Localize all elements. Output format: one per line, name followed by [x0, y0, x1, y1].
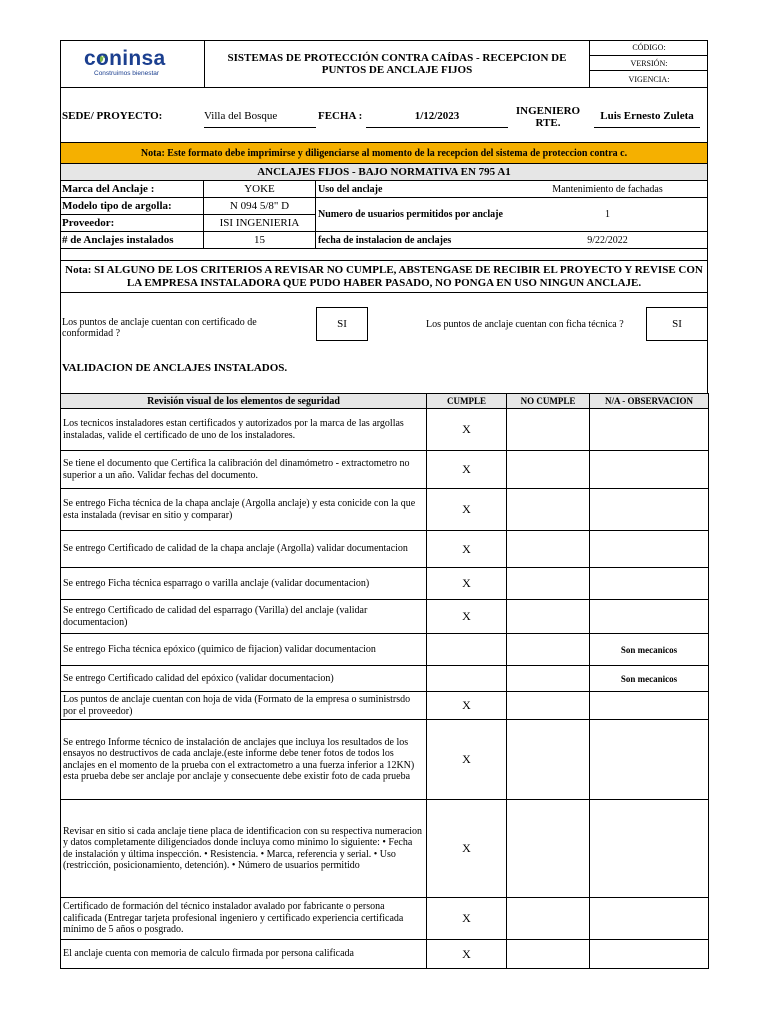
checklist-item-text: El anclaje cuenta con memoria de calculo firmada por persona calificada	[60, 939, 427, 969]
checklist-item-text: Se tiene el documento que Certifica la calibración del dinamómetro - extractometro no superior a un año. Validar fechas del documento.	[60, 450, 427, 489]
sede-label: SEDE/ PROYECTO:	[62, 110, 163, 122]
checklist-item-text: Se entrego Certificado de calidad del esparrago (Varilla) del anclaje (validar documentacion)	[60, 599, 427, 634]
marca-value: YOKE	[204, 181, 316, 198]
observacion-cell[interactable]	[589, 408, 709, 451]
observacion-cell[interactable]	[589, 897, 709, 940]
observacion-cell[interactable]	[589, 599, 709, 634]
marca-label: Marca del Anclaje :	[61, 181, 204, 198]
cumple-mark[interactable]: X	[426, 408, 507, 451]
observacion-cell[interactable]: Son mecanicos	[589, 633, 709, 666]
cumple-mark[interactable]: X	[426, 719, 507, 800]
cumple-mark[interactable]	[426, 633, 507, 666]
cumple-mark[interactable]: X	[426, 897, 507, 940]
no-cumple-mark[interactable]	[506, 567, 590, 600]
fecha-label: FECHA :	[318, 110, 363, 122]
checklist-item-text: Los puntos de anclaje cuentan con hoja de vida (Formato de la empresa o suministrsdo por el proveedor)	[60, 691, 427, 720]
modelo-label: Modelo tipo de argolla:	[61, 198, 204, 215]
codigo-label: CÓDIGO:	[590, 40, 708, 56]
no-cumple-mark[interactable]	[506, 488, 590, 531]
ingeniero-value: Luis Ernesto Zuleta	[594, 104, 700, 128]
observacion-cell[interactable]	[589, 719, 709, 800]
header-revision: Revisión visual de los elementos de seguridad	[60, 393, 427, 409]
cantidad-label: # de Anclajes instalados	[61, 232, 204, 249]
observacion-cell[interactable]	[589, 488, 709, 531]
fecha-value: 1/12/2023	[366, 104, 508, 128]
vigencia-label: VIGENCIA:	[628, 74, 670, 84]
fecha-instalacion-label: fecha de instalacion de anclajes	[316, 232, 508, 249]
checklist-item-text: Se entrego Certificado de calidad de la chapa anclaje (Argolla) validar documentacion	[60, 530, 427, 568]
no-cumple-mark[interactable]	[506, 633, 590, 666]
meta-block	[589, 40, 708, 88]
observacion-cell[interactable]	[589, 939, 709, 969]
sede-value: Villa del Bosque	[204, 104, 316, 128]
observacion-cell[interactable]: Son mecanicos	[589, 665, 709, 692]
header-no-cumple: NO CUMPLE	[506, 393, 590, 409]
ficha-tecnica-question: Los puntos de anclaje cuentan con ficha técnica ?	[426, 318, 624, 330]
anchors-section-title: ANCLAJES FIJOS - BAJO NORMATIVA EN 795 A1	[60, 164, 708, 181]
proveedor-value: ISI INGENIERIA	[204, 215, 316, 232]
spacer-row	[60, 249, 708, 261]
cantidad-value: 15	[204, 232, 316, 249]
uso-value: Mantenimiento de fachadas	[508, 181, 707, 198]
cert-conformidad-question: Los puntos de anclaje cuentan con certificado de conformidad ?	[62, 317, 257, 339]
observacion-cell[interactable]	[589, 530, 709, 568]
proveedor-label: Proveedor:	[61, 215, 204, 232]
ficha-tecnica-answer: SI	[646, 307, 708, 341]
no-cumple-mark[interactable]	[506, 897, 590, 940]
no-cumple-mark[interactable]	[506, 450, 590, 489]
version-label: VERSIÓN:	[590, 56, 708, 71]
fecha-instalacion-value: 9/22/2022	[508, 232, 707, 249]
ingeniero-label: INGENIERO RTE.	[515, 105, 581, 129]
logo-tagline: Construimos bienestar	[94, 70, 160, 77]
cert-conformidad-answer: SI	[316, 307, 368, 341]
cumple-mark[interactable]: X	[426, 799, 507, 898]
usuarios-label: Numero de usuarios permitidos por anclaje	[316, 198, 508, 232]
checklist-item-text: Se entrego Informe técnico de instalación de anclajes que incluya los resultados de los ensayos no destructivos de cada anclaje.(este informe debe tener fotos de todos los anclajes en el momento de la prueba con el extractometro a una fuerza inferior a 12KN) esta prueba debe ser anclaje por anclaje y consecuente debe existir foto de cada prueba	[60, 719, 427, 800]
checklist-item-text: Se entrego Certificado calidad del epóxico (validar documentacion)	[60, 665, 427, 692]
no-cumple-mark[interactable]	[506, 599, 590, 634]
cumple-mark[interactable]: X	[426, 530, 507, 568]
cumple-mark[interactable]: X	[426, 691, 507, 720]
checklist-item-text: Revisar en sitio si cada anclaje tiene placa de identificacion con su respectiva numeracion y datos completamente diligenciados donde incluya como minimo lo siguiente: • Fecha de instalación y última inspección. • Resistencia. • Marca, referencia y serial. • Uso (restricción, posicionamiento, detención). • Número de usuarios permitido	[60, 799, 427, 898]
cumple-mark[interactable]: X	[426, 939, 507, 969]
no-cumple-mark[interactable]	[506, 408, 590, 451]
checklist-item-text: Los tecnicos instaladores estan certificados y autorizados por la marca de las argollas instaladas, valide el certificado de uno de los instaladores.	[60, 408, 427, 451]
observacion-cell[interactable]	[589, 799, 709, 898]
uso-label: Uso del anclaje	[316, 181, 508, 198]
form-title: SISTEMAS DE PROTECCIÓN CONTRA CAÍDAS - RECEPCION DE PUNTOS DE ANCLAJE FIJOS	[227, 52, 567, 76]
no-cumple-mark[interactable]	[506, 719, 590, 800]
usuarios-value: 1	[508, 198, 707, 232]
no-cumple-mark[interactable]	[506, 691, 590, 720]
cert-area	[60, 293, 708, 393]
modelo-value: N 094 5/8" D	[204, 198, 316, 215]
header-observacion: N/A - OBSERVACION	[589, 393, 709, 409]
no-cumple-mark[interactable]	[506, 665, 590, 692]
cumple-mark[interactable]: X	[426, 567, 507, 600]
observacion-cell[interactable]	[589, 567, 709, 600]
validation-title: VALIDACION DE ANCLAJES INSTALADOS.	[62, 362, 288, 374]
logo-name: coninsa	[84, 47, 166, 70]
no-cumple-mark[interactable]	[506, 799, 590, 898]
note-imprimir: Nota: Este formato debe imprimirse y diligenciarse al momento de la recepcion del sistema de proteccion contra c.	[60, 142, 708, 164]
no-cumple-mark[interactable]	[506, 939, 590, 969]
note-abstengase: Nota: SI ALGUNO DE LOS CRITERIOS A REVISAR NO CUMPLE, ABSTENGASE DE RECIBIR EL PROYECTO Y REVISE CON LA EMPRESA INSTALADORA QUE PUDO HABER PASADO, NO PONGA EN USO NINGUN ANCLAJE.	[60, 261, 708, 293]
header-cumple: CUMPLE	[426, 393, 507, 409]
checklist-item-text: Se entrego Ficha técnica esparrago o varilla anclaje (validar documentacion)	[60, 567, 427, 600]
cumple-mark[interactable]: X	[426, 488, 507, 531]
observacion-cell[interactable]	[589, 450, 709, 489]
observacion-cell[interactable]	[589, 691, 709, 720]
cumple-mark[interactable]: X	[426, 450, 507, 489]
checklist-item-text: Se entrego Ficha técnica epóxico (quimico de fijacion) validar documentacion	[60, 633, 427, 666]
no-cumple-mark[interactable]	[506, 530, 590, 568]
checklist-item-text: Se entrego Ficha técnica de la chapa anclaje (Argolla anclaje) y esta conicide con la que esta instalada (revisar en sitio y comparar)	[60, 488, 427, 531]
cumple-mark[interactable]	[426, 665, 507, 692]
cumple-mark[interactable]: X	[426, 599, 507, 634]
checklist-item-text: Certificado de formación del técnico instalador avalado por fabricante o persona calificada (Entregar tarjeta profesional ingeniero y certificado experiencia certificada mínimo de 5 años o posgrado.	[60, 897, 427, 940]
logo-cell	[60, 40, 205, 88]
